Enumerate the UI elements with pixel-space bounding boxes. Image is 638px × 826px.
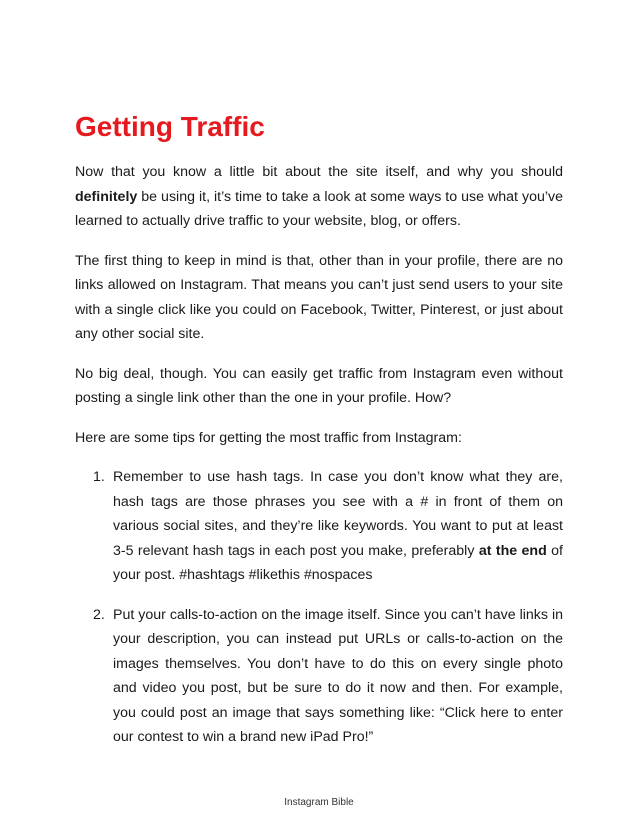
tips-list [75,465,563,750]
intro-emphasis: definitely [75,188,138,205]
intro-text-start: Now that you know a little bit about the site itself, and why you should [75,164,563,180]
list-item [75,603,563,750]
intro-text-end: be using it, it’s time to take a look at some ways to use what you’ve learned to actually drive traffic to your website, blog, or offers. [75,188,563,229]
list-item-number: 1. [93,469,105,485]
document-page [75,110,563,765]
tip-emphasis: at the end [478,542,547,559]
intro-paragraph [75,160,563,234]
tip-text-end: of your post. #hashtags #likethis #nospaces [113,542,564,583]
tips-intro-paragraph: Here are some tips for getting the most traffic from Instagram: [75,429,462,446]
links-paragraph: The first thing to keep in mind is that, other than in your profile, there are no links allowed on Instagram. That means you can’t just send users to your site with a single click like you could on Facebook, Twitter, Pinterest, or just about any other social site. [75,252,563,342]
traffic-paragraph: No big deal, though. You can easily get traffic from Instagram even without posting a single link other than the one in your profile. How? [75,365,563,406]
tip-text-start: Remember to use hash tags. In case you don’t know what they are, hash tags are those phrases you see with a # in front of them on various social sites, and they’re like keywords. You want to put at least 3-5 relevant hash tags in each post you make, preferably [113,469,563,559]
list-item-number: 2. [93,606,105,623]
page-footer: Instagram Bible [284,797,354,808]
list-item [75,465,563,588]
tip-text: Put your calls-to-action on the image itself. Since you can’t have links in your description, you can instead put URLs or calls-to-action on the images themselves. You don’t have to do this on every single photo and video you post, but be sure to do it now and then. For example, you could post an image that says something like: “Click here to enter our contest to win a brand new iPad Pro!” [113,606,563,745]
page-title: Getting Traffic [75,111,265,142]
